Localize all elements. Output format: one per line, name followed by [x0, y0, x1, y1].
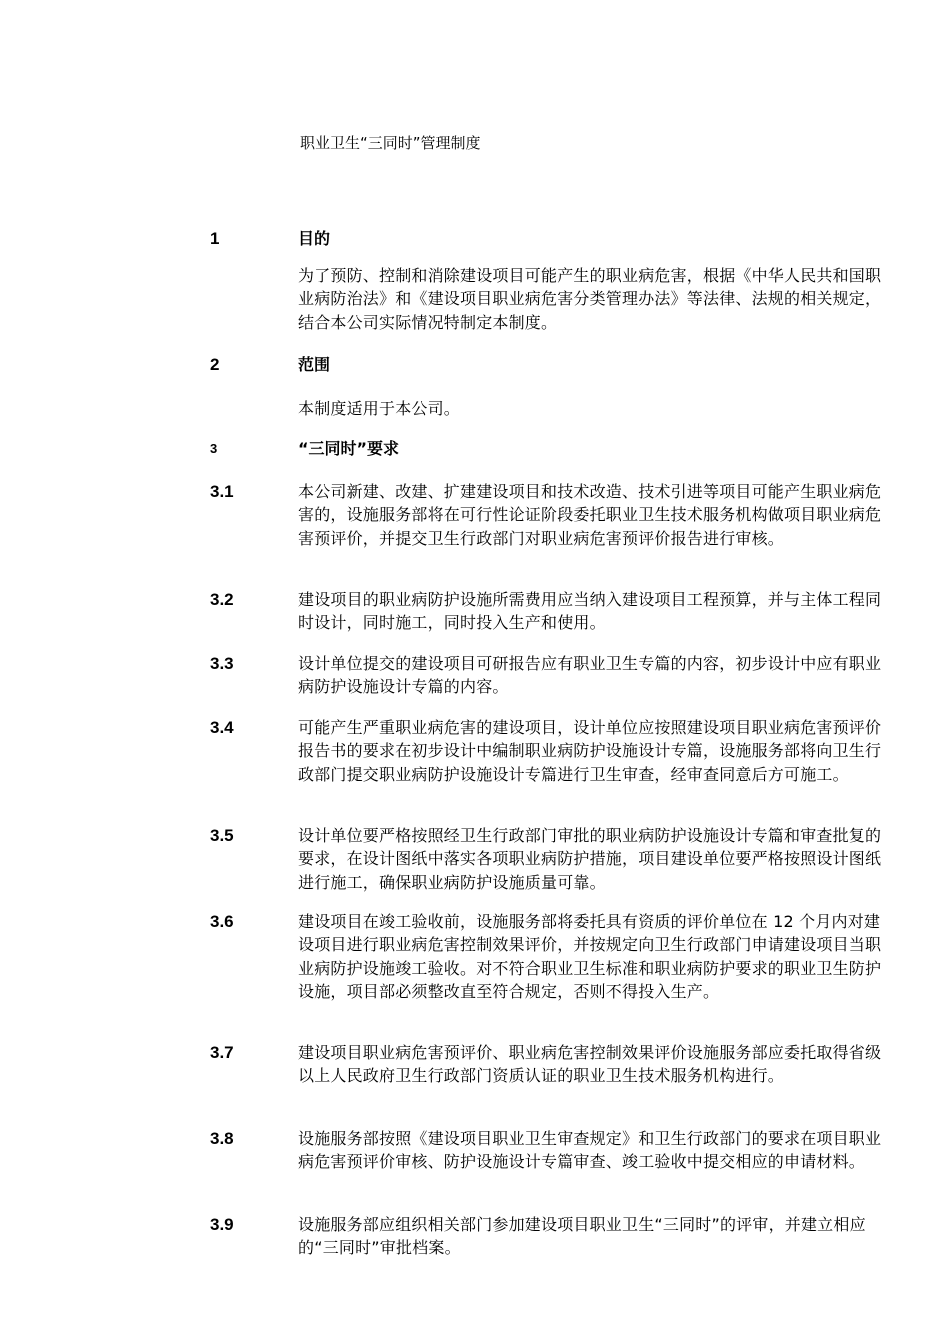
clause-text: 设计单位提交的建设项目可研报告应有职业卫生专篇的内容，初步设计中应有职业病防护设施设计专篇的内容。	[298, 654, 882, 697]
section-number: 1	[210, 229, 220, 248]
section-text: 为了预防、控制和消除建设项目可能产生的职业病危害，根据《中华人民共和国职业病防治法》和《建设项目职业病危害分类管理办法》等法律、法规的相关规定，结合本公司实际情况特制定本制度。	[298, 266, 882, 332]
clause-number: 3.6	[210, 912, 234, 931]
clause-number: 3.2	[210, 590, 234, 609]
clause-number: 3.3	[210, 654, 234, 673]
document-title: 职业卫生“三同时”管理制度	[300, 134, 481, 152]
section-heading: 目的	[298, 229, 331, 248]
clause-text: 建设项目在竣工验收前，设施服务部将委托具有资质的评价单位在 12 个月内对建设项目进行职业病危害控制效果评价，并按规定向卫生行政部门申请建设项目当职业病防护设施竣工验收。对不符合职业卫生标准和职业病防护要求的职业卫生防护设施，项目部必须整改直至符合规定，否则不得投入生产。	[298, 912, 882, 1002]
clause-number: 3.4	[210, 718, 234, 737]
section-number: 2	[210, 355, 220, 374]
clause-number: 3.1	[210, 482, 234, 501]
clause-number: 3.7	[210, 1043, 234, 1062]
clause-text: 设计单位要严格按照经卫生行政部门审批的职业病防护设施设计专篇和审查批复的要求，在设计图纸中落实各项职业病防护措施，项目建设单位要严格按照设计图纸进行施工，确保职业病防护设施质量可靠。	[298, 826, 882, 892]
section-text: 本制度适用于本公司。	[298, 399, 461, 418]
clause-number: 3.9	[210, 1215, 234, 1234]
clause-text: 设施服务部按照《建设项目职业卫生审查规定》和卫生行政部门的要求在项目职业病危害预评价审核、防护设施设计专篇审查、竣工验收中提交相应的申请材料。	[298, 1129, 882, 1172]
section-heading: 范围	[298, 355, 331, 374]
clause-number: 3.8	[210, 1129, 234, 1148]
clause-text: 可能产生严重职业病危害的建设项目，设计单位应按照建设项目职业病危害预评价报告书的要求在初步设计中编制职业病防护设施设计专篇，设施服务部将向卫生行政部门提交职业病防护设施设计专篇进行卫生审查，经审查同意后方可施工。	[298, 718, 882, 784]
clause-text: 建设项目职业病危害预评价、职业病危害控制效果评价设施服务部应委托取得省级以上人民政府卫生行政部门资质认证的职业卫生技术服务机构进行。	[298, 1043, 882, 1086]
clause-text: 设施服务部应组织相关部门参加建设项目职业卫生“三同时”的评审，并建立相应的“三同时”审批档案。	[298, 1215, 866, 1258]
section-number: 3	[210, 441, 218, 456]
clause-number: 3.5	[210, 826, 234, 845]
clause-text: 建设项目的职业病防护设施所需费用应当纳入建设项目工程预算，并与主体工程同时设计，同时施工，同时投入生产和使用。	[298, 590, 882, 633]
clause-text: 本公司新建、改建、扩建建设项目和技术改造、技术引进等项目可能产生职业病危害的，设施服务部将在可行性论证阶段委托职业卫生技术服务机构做项目职业病危害预评价，并提交卫生行政部门对职业病危害预评价报告进行审核。	[298, 482, 882, 548]
section-heading: “三同时”要求	[298, 439, 400, 458]
